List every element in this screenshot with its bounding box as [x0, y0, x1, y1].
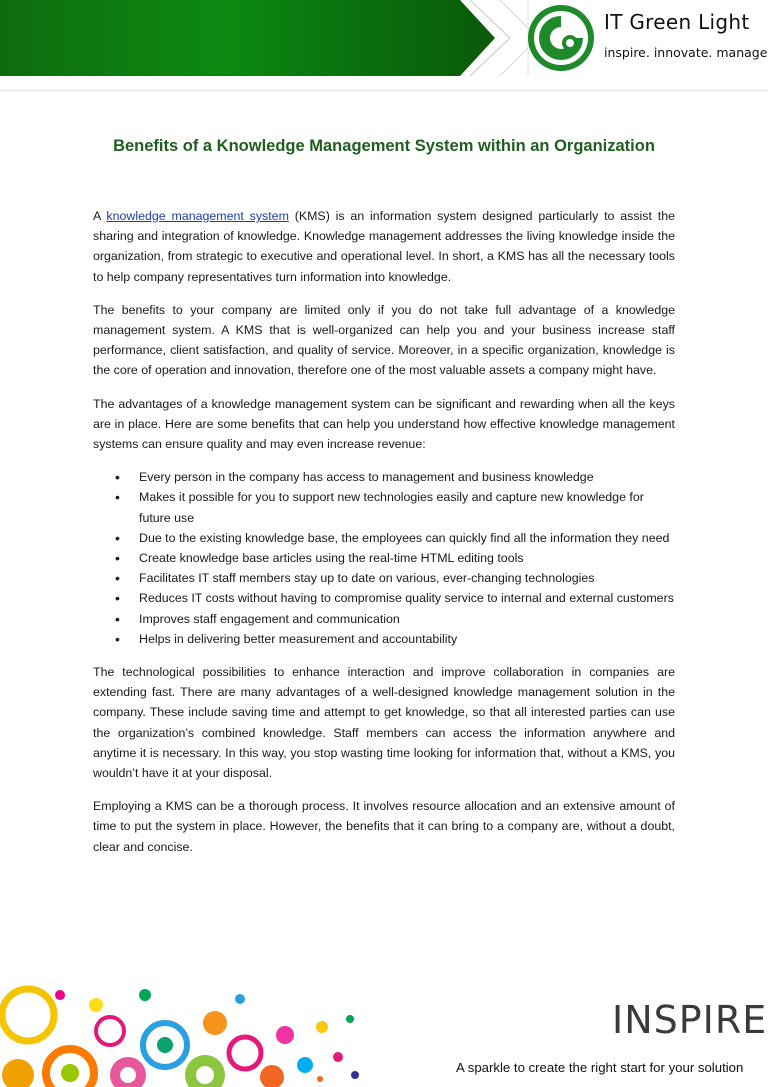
brand-tagline: inspire. innovate. manage: [604, 45, 768, 60]
list-item: • Improves staff engagement and communication: [139, 609, 675, 629]
list-item: • Helps in delivering better measurement and accountability: [139, 629, 675, 649]
list-item: • Due to the existing knowledge base, the employees can quickly find all the information they need: [139, 528, 675, 548]
paragraph: Employing a KMS can be a thorough process. It involves resource allocation and an extensive amount of time to put the system in place. However, the benefits that it can bring to a company are, without a doubt, clear and concise.: [93, 799, 675, 854]
it-green-light-logo: [526, 3, 596, 73]
list-item: • Reduces IT costs without having to compromise quality service to internal and external customers: [139, 588, 675, 608]
list-item: • Every person in the company has access to management and business knowledge: [139, 467, 675, 487]
intro-rest: (KMS) is an information system designed particularly to assist the sharing and integration of knowledge. Knowledge management addresses the living knowledge inside the organization, from strategic to executive and operational level. In short, a KMS has all the necessary tools to help company representatives turn information into knowledge.: [93, 209, 675, 284]
brand-name: IT Green Light: [604, 10, 750, 34]
list-item: • Makes it possible for you to support new technologies easily and capture new knowledge for future use: [139, 487, 675, 527]
paragraph: The benefits to your company are limited only if you do not take full advantage of a knowledge management system. A KMS that is well-organized can help you and your business increase staff performance, client satisfaction, and quality of service. Moreover, in a specific organization, knowledge is the core of operation and innovation, therefore one of the most valuable assets a company might have.: [93, 302, 675, 378]
list-item: • Facilitates IT staff members stay up to date on various, ever-changing technologies: [139, 568, 675, 588]
header-green-band: [0, 0, 495, 76]
footer-slogan: A sparkle to create the right start for your solution: [456, 1060, 744, 1075]
inspire-wordmark: INSPIRE: [612, 998, 768, 1042]
document-title: Benefits of a Knowledge Management System within an Organization: [113, 137, 655, 155]
document-body: [93, 206, 675, 870]
kms-link[interactable]: knowledge management system: [106, 209, 289, 223]
benefits-list: [93, 467, 675, 649]
intro-start: A: [93, 209, 107, 223]
list-item: • Create knowledge base articles using the real-time HTML editing tools: [139, 548, 675, 568]
paragraph: The technological possibilities to enhance interaction and improve collaboration in companies are extending fast. There are many advantages of a well-designed knowledge management solution in the company. These include saving time and attempt to get knowledge, so that all interested parties can use the organization’s combined knowledge. Staff members can access the information anywhere and anytime it is necessary. In this way, you stop wasting time looking for information that, without a KMS, you wouldn’t have it at your disposal.: [93, 665, 675, 781]
header-divider: [0, 90, 768, 91]
decorative-circles-graphic: [0, 975, 370, 1087]
paragraph: The advantages of a knowledge management system can be significant and rewarding when all the keys are in place. Here are some benefits that can help you understand how effective knowledge management systems can ensure quality and may even increase revenue:: [93, 396, 675, 452]
intro-paragraph: [93, 206, 675, 287]
